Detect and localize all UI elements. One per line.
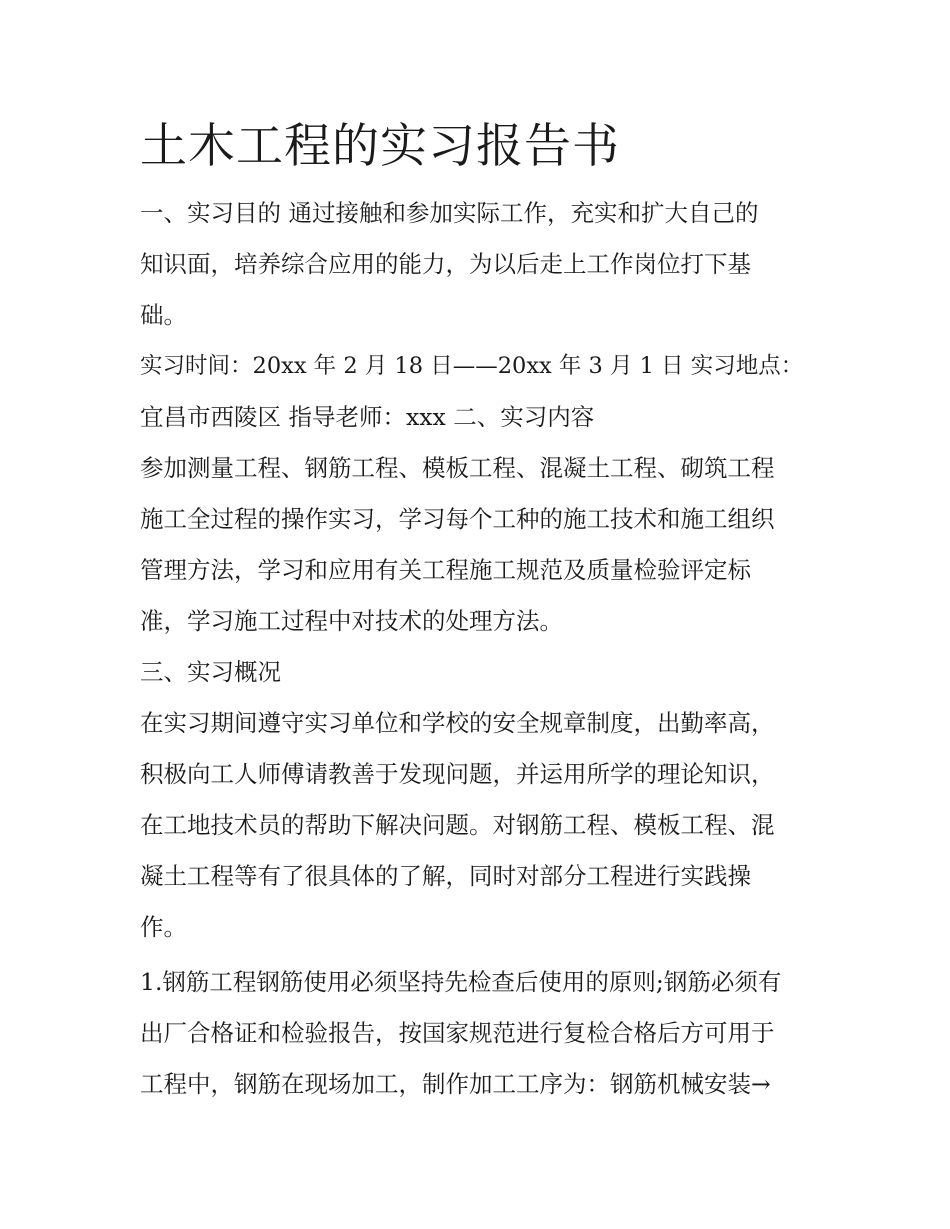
section-overview-heading <box>140 647 812 698</box>
section-time-place <box>140 341 812 443</box>
text-line: 作。 <box>140 913 187 941</box>
text-line: 准，学习施工过程中对技术的处理方法。 <box>140 607 563 635</box>
text-line: 1.钢筋工程钢筋使用必须坚持先检查后使用的原则;钢筋必须有 <box>140 968 782 996</box>
text-line: 知识面，培养综合应用的能力，为以后走上工作岗位打下基 <box>140 250 751 278</box>
document-title: 土木工程的实习报告书 <box>140 119 620 174</box>
section-content <box>140 443 812 647</box>
text-line: 凝土工程等有了很具体的了解，同时对部分工程进行实践操 <box>140 862 751 890</box>
text-line: 在工地技术员的帮助下解决问题。对钢筋工程、模板工程、混 <box>140 811 775 839</box>
section-rebar <box>140 957 812 1110</box>
text-line: 宜昌市西陵区 指导老师：xxx 二、实习内容 <box>140 403 595 431</box>
text-line: 积极向工人师傅请教善于发现问题，并运用所学的理论知识， <box>140 760 775 788</box>
text-line: 出厂合格证和检验报告，按国家规范进行复检合格后方可用于 <box>140 1019 775 1047</box>
text-line: 一、实习目的 通过接触和参加实际工作，充实和扩大自己的 <box>140 199 759 227</box>
text-line: 实习时间：20xx 年 2 月 18 日——20xx 年 3 月 1 日 实习地点： <box>140 353 804 379</box>
text-line: 施工全过程的操作实习，学习每个工种的施工技术和施工组织 <box>140 505 775 533</box>
document-body <box>140 112 812 1110</box>
text-line: 在实习期间遵守实习单位和学校的安全规章制度，出勤率高， <box>140 709 775 737</box>
text-line: 础。 <box>140 301 187 329</box>
section-purpose <box>140 188 812 341</box>
text-line: 参加测量工程、钢筋工程、模板工程、混凝土工程、砌筑工程 <box>140 454 775 482</box>
text-line: 工程中，钢筋在现场加工，制作加工工序为：钢筋机械安装→ <box>140 1070 771 1098</box>
section-overview <box>140 698 812 953</box>
section-heading: 三、实习概况 <box>140 658 281 686</box>
text-line: 管理方法，学习和应用有关工程施工规范及质量检验评定标 <box>140 556 751 584</box>
